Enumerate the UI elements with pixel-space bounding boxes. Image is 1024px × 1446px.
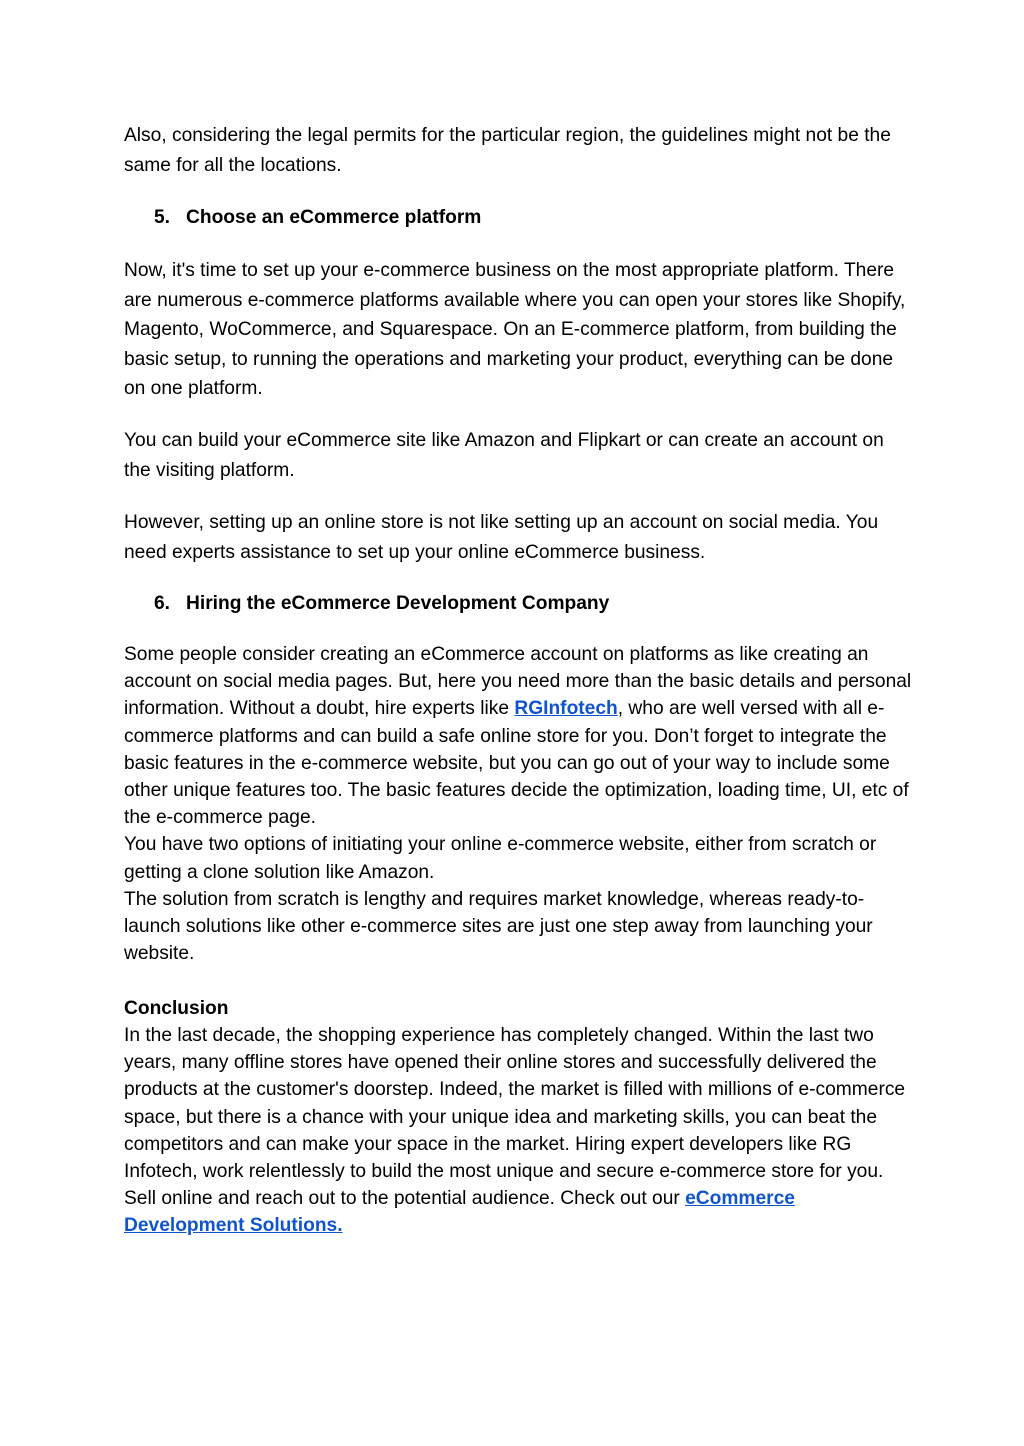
section-6-heading (124, 589, 609, 618)
conclusion-text: In the last decade, the shopping experience has completely changed. Within the last two years, many offline stores have opened their online stores and successfully delivered the products at the customer's doorstep. Indeed, the market is filled with millions of e-commerce space, but there is a chance with your unique idea and marketing skills, you can beat the competitors and can make your space in the market. Hiring expert developers like RG Infotech, work relentlessly to build the most unique and secure e-commerce store for you. Sell online and reach out to the potential audience. Check out our (124, 1025, 906, 1210)
hiring-text-before-link: Some people consider creating an eCommerce account on platforms as like creating an account on social media pages. But, here you need more than the basic details and personal information. Without a doubt, hire experts like (124, 644, 912, 720)
section-5-number: 5. (154, 207, 171, 228)
hiring-scratch-text: The solution from scratch is lengthy and requires market knowledge, whereas ready-to-launch solutions like other e-commerce sites are just one step away from launching your website. (124, 888, 873, 965)
paragraph-platforms: Now, it's time to set up your e-commerce business on the most appropriate platform. There are numerous e-commerce platforms available where you can open your stores like Shopify, Magento, WoCommerce, and Squarespace. On an E-commerce platform, from building the basic setup, to running the operations and marketing your product, everything can be done on one platform. (124, 260, 906, 399)
paragraph-conclusion (124, 1022, 914, 1240)
conclusion-heading: Conclusion (124, 998, 229, 1019)
ecommerce-solutions-link[interactable]: eCommerce Development Solutions. (124, 1188, 795, 1237)
paragraph-hiring-company (124, 641, 914, 967)
paragraph-experts-assistance: However, setting up an online store is not like setting up an account on social media. You need experts assistance to set up your online eCommerce business. (124, 512, 879, 563)
paragraph-build-site: You can build your eCommerce site like Amazon and Flipkart or can create an account on the visiting platform. (124, 430, 884, 481)
section-6-title: Hiring the eCommerce Development Company (186, 593, 610, 614)
hiring-text-after-link: , who are well versed with all e-commerce platforms and can build a safe online store for you. Don’t forget to integrate the basic features in the e-commerce website, but you can go out of your way to include some other unique features too. The basic features decide the optimization, loading time, UI, etc of the e-commerce page. (124, 698, 909, 829)
rginfotech-link[interactable]: RGInfotech (514, 698, 618, 720)
section-6-number: 6. (154, 593, 171, 614)
paragraph-legal-permits: Also, considering the legal permits for the particular region, the guidelines might not be the same for all the locations. (124, 125, 891, 176)
section-5-heading (124, 203, 481, 232)
hiring-options-text: You have two options of initiating your online e-commerce website, either from scratch or getting a clone solution like Amazon. (124, 834, 877, 883)
section-5-title: Choose an eCommerce platform (186, 207, 482, 228)
